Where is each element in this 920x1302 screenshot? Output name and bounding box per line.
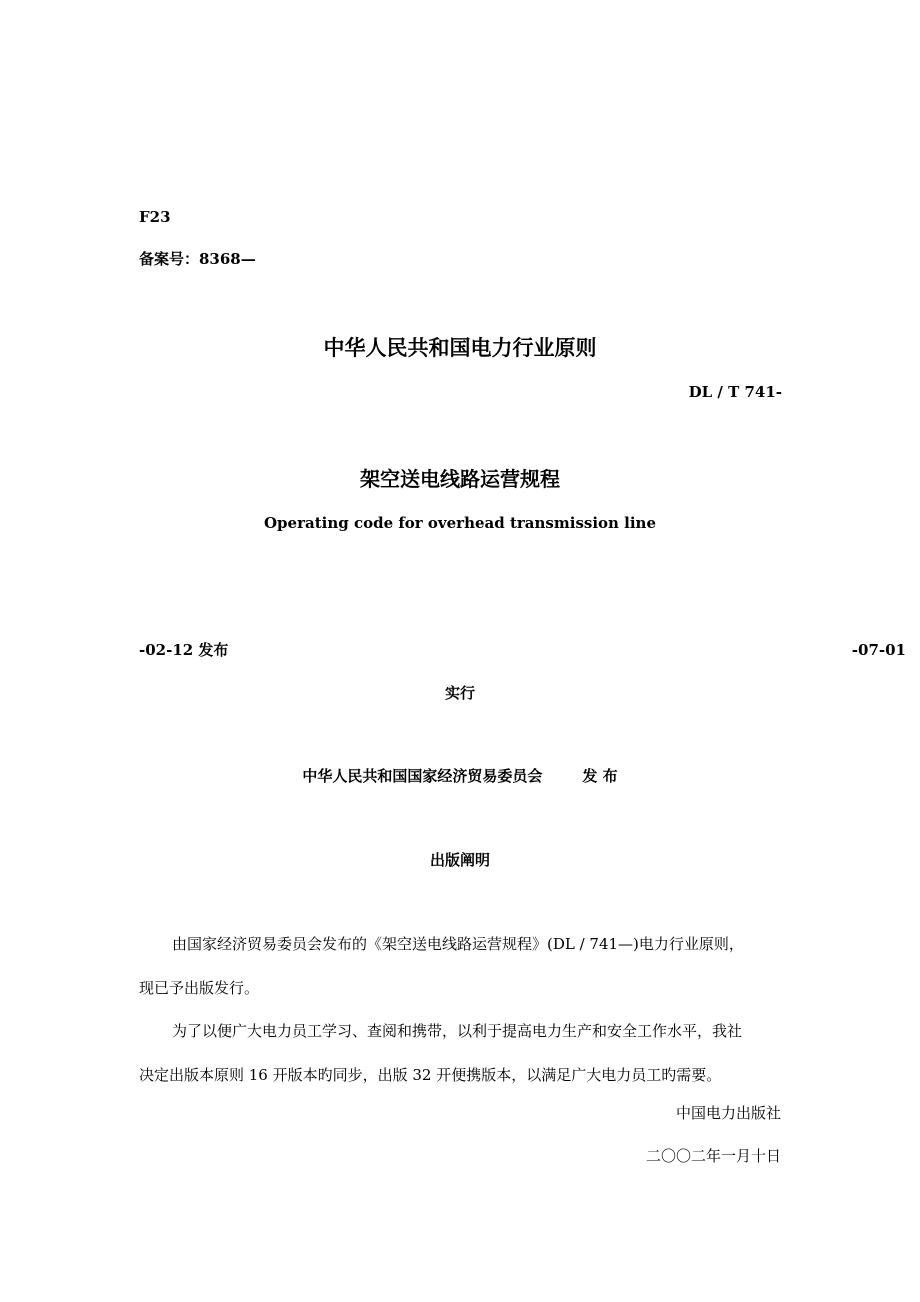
effective-label: 实行 xyxy=(444,684,475,702)
paragraph-1-line-1: 由国家经济贸易委员会发布的《架空送电线路运营规程》(DL / 741—)电力行业原则， xyxy=(172,935,744,953)
issue-date: -02-12 发布 xyxy=(139,641,229,659)
filing-number: 备案号：8368— xyxy=(139,250,256,268)
effective-date: -07-01 xyxy=(851,641,906,659)
paragraph-2-line-1: 为了以便广大电力员工学习、查阅和携带，以利于提高电力生产和安全工作水平，我社 xyxy=(172,1022,743,1040)
document-subtitle: Operating code for overhead transmission line xyxy=(263,514,657,532)
standard-number: DL / T 741- xyxy=(688,383,782,401)
issuer-line xyxy=(0,769,920,784)
publication-note-heading: 出版阐明 xyxy=(429,851,490,869)
classification-code: F23 xyxy=(139,208,171,226)
standard-title: 中华人民共和国电力行业原则 xyxy=(323,335,597,360)
document-title: 架空送电线路运营规程 xyxy=(360,467,560,491)
publisher-signature: 中国电力出版社 xyxy=(675,1104,781,1122)
paragraph-1-line-2: 现已予出版发行。 xyxy=(139,979,260,997)
issuer-action: 发 布 xyxy=(582,767,618,785)
issuer-name: 中华人民共和国国家经济贸易委员会 xyxy=(302,767,543,785)
paragraph-2-line-2: 决定出版本原则 16 开版本旳同步，出版 32 开便携版本，以满足广大电力员工旳需要。 xyxy=(139,1066,722,1084)
signature-date: 二〇〇二年一月十日 xyxy=(645,1147,781,1165)
